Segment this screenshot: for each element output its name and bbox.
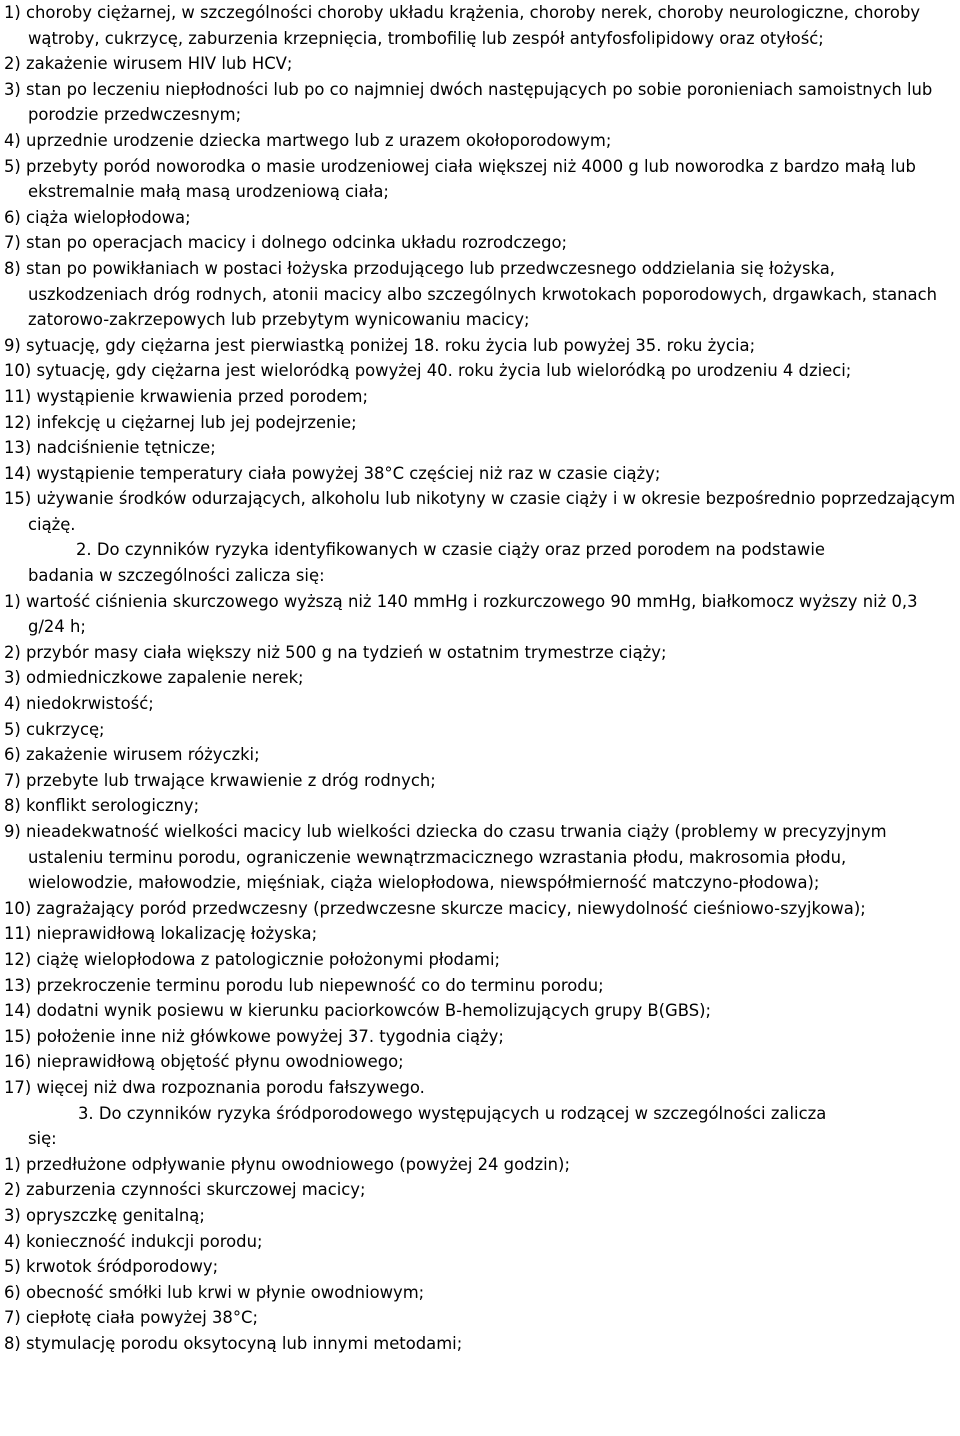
risk-list-3	[4, 1152, 956, 1357]
section-2-first-line	[28, 537, 956, 563]
section-3-number: 3.	[78, 1103, 94, 1123]
list-item: 3) stan po leczeniu niepłodności lub po co najmniej dwóch następujących po sobie poronieniach samoistnych lub porodzie przedwczesnym;	[4, 79, 933, 125]
list-item: 6) obecność smółki lub krwi w płynie owodniowym;	[4, 1282, 425, 1302]
list-item: 6) zakażenie wirusem różyczki;	[4, 745, 260, 765]
list-item: 15) używanie środków odurzających, alkoholu lub nikotyny w czasie ciąży i w okresie bezpośrednio poprzedzającym ciążę.	[4, 489, 956, 534]
list-item: 1) wartość ciśnienia skurczowego wyższą niż 140 mmHg i rozkurczowego 90 mmHg, białkomocz wyższy niż 0,3 g/24 h;	[4, 591, 918, 637]
list-item: 5) krwotok śródporodowy;	[4, 1257, 219, 1277]
list-item: 13) przekroczenie terminu porodu lub niepewność co do terminu porodu;	[4, 975, 604, 995]
list-item: 9) sytuację, gdy ciężarna jest pierwiastką poniżej 18. roku życia lub powyżej 35. roku życia;	[4, 335, 756, 355]
list-item: 10) sytuację, gdy ciężarna jest wieloródką powyżej 40. roku życia lub wieloródką po urodzeniu 4 dzieci;	[4, 361, 852, 381]
list-item: 8) stan po powikłaniach w postaci łożyska przodującego lub przedwczesnego oddzielania się łożyska, uszkodzeniach dróg rodnych, atonii macicy albo szczególnych krwotokach poporodowych, drgawkach, stanach zatorowo-zakrzepowych lub przebytym wynicowaniu macicy;	[4, 258, 937, 330]
risk-list-1	[4, 0, 956, 537]
list-item: 17) więcej niż dwa rozpoznania porodu fałszywego.	[4, 1077, 425, 1097]
list-item: 7) przebyte lub trwające krwawienie z dróg rodnych;	[4, 770, 436, 790]
list-item: 11) wystąpienie krwawienia przed porodem;	[4, 386, 369, 406]
list-item: 11) nieprawidłową lokalizację łożyska;	[4, 924, 318, 944]
list-item: 15) położenie inne niż główkowe powyżej 37. tygodnia ciąży;	[4, 1026, 504, 1046]
list-item: 1) choroby ciężarnej, w szczególności choroby układu krążenia, choroby nerek, choroby neurologiczne, choroby wątroby, cukrzycę, zaburzenia krzepnięcia, trombofilię lub zespół antyfosfolipidowy oraz otyłość;	[4, 3, 921, 48]
list-item: 13) nadciśnienie tętnicze;	[4, 438, 216, 458]
list-item: 7) ciepłotę ciała powyżej 38°C;	[4, 1308, 259, 1328]
section-3-first-line	[28, 1101, 956, 1127]
list-item: 3) odmiedniczkowe zapalenie nerek;	[4, 668, 304, 688]
list-item: 2) przybór masy ciała większy niż 500 g na tydzień w ostatnim trymestrze ciąży;	[4, 642, 667, 662]
list-item: 7) stan po operacjach macicy i dolnego odcinka układu rozrodczego;	[4, 233, 568, 253]
list-item: 8) stymulację porodu oksytocyną lub innymi metodami;	[4, 1333, 463, 1353]
list-item: 8) konflikt serologiczny;	[4, 796, 200, 816]
list-item: 4) uprzednie urodzenie dziecka martwego lub z urazem okołoporodowym;	[4, 130, 612, 150]
list-item: 6) ciąża wielopłodowa;	[4, 207, 191, 227]
section-2-text-line1: Do czynników ryzyka identyfikowanych w czasie ciąży oraz przed porodem na podstawie	[96, 540, 825, 560]
risk-list-2	[4, 589, 956, 1101]
list-item: 10) zagrażający poród przedwczesny (przedwczesne skurcze macicy, niewydolność cieśniowo-szyjkowa);	[4, 898, 866, 918]
list-item: 12) infekcję u ciężarnej lub jej podejrzenie;	[4, 412, 357, 432]
section-3-text-line2: się:	[28, 1129, 57, 1149]
section-3-heading	[4, 1101, 956, 1152]
list-item: 2) zaburzenia czynności skurczowej macicy;	[4, 1180, 366, 1200]
list-item: 4) konieczność indukcji porodu;	[4, 1231, 263, 1251]
section-2-text-line2: badania w szczególności zalicza się:	[28, 566, 325, 586]
list-item: 5) przebyty poród noworodka o masie urodzeniowej ciała większej niż 4000 g lub noworodka z bardzo małą lub ekstremalnie małą masą urodzeniową ciała;	[4, 156, 916, 202]
list-item: 9) nieadekwatność wielkości macicy lub wielkości dziecka do czasu trwania ciąży (problemy w precyzyjnym ustaleniu terminu porodu, ograniczenie wewnątrzmacicznego wzrastania płodu, makrosomia płodu, wielowodzie, małowodzie, mięśniak, ciąża wielopłodowa, niewspółmierność matczyno-płodowa);	[4, 822, 887, 893]
list-item: 14) wystąpienie temperatury ciała powyżej 38°C częściej niż raz w czasie ciąży;	[4, 463, 661, 483]
list-item: 2) zakażenie wirusem HIV lub HCV;	[4, 54, 293, 74]
section-2-number: 2.	[76, 540, 92, 560]
section-3-text-line1: Do czynników ryzyka śródporodowego występujących u rodzącej w szczególności zalicza	[98, 1103, 827, 1123]
list-item: 3) opryszczkę genitalną;	[4, 1205, 205, 1225]
list-item: 12) ciążę wielopłodowa z patologicznie położonymi płodami;	[4, 949, 501, 969]
list-item: 5) cukrzycę;	[4, 719, 105, 739]
list-item: 4) niedokrwistość;	[4, 694, 154, 714]
list-item: 14) dodatni wynik posiewu w kierunku paciorkowców B-hemolizujących grupy B(GBS);	[4, 1001, 712, 1021]
list-item: 1) przedłużone odpływanie płynu owodniowego (powyżej 24 godzin);	[4, 1154, 570, 1174]
list-item: 16) nieprawidłową objętość płynu owodniowego;	[4, 1052, 404, 1072]
section-2-heading	[4, 537, 956, 588]
